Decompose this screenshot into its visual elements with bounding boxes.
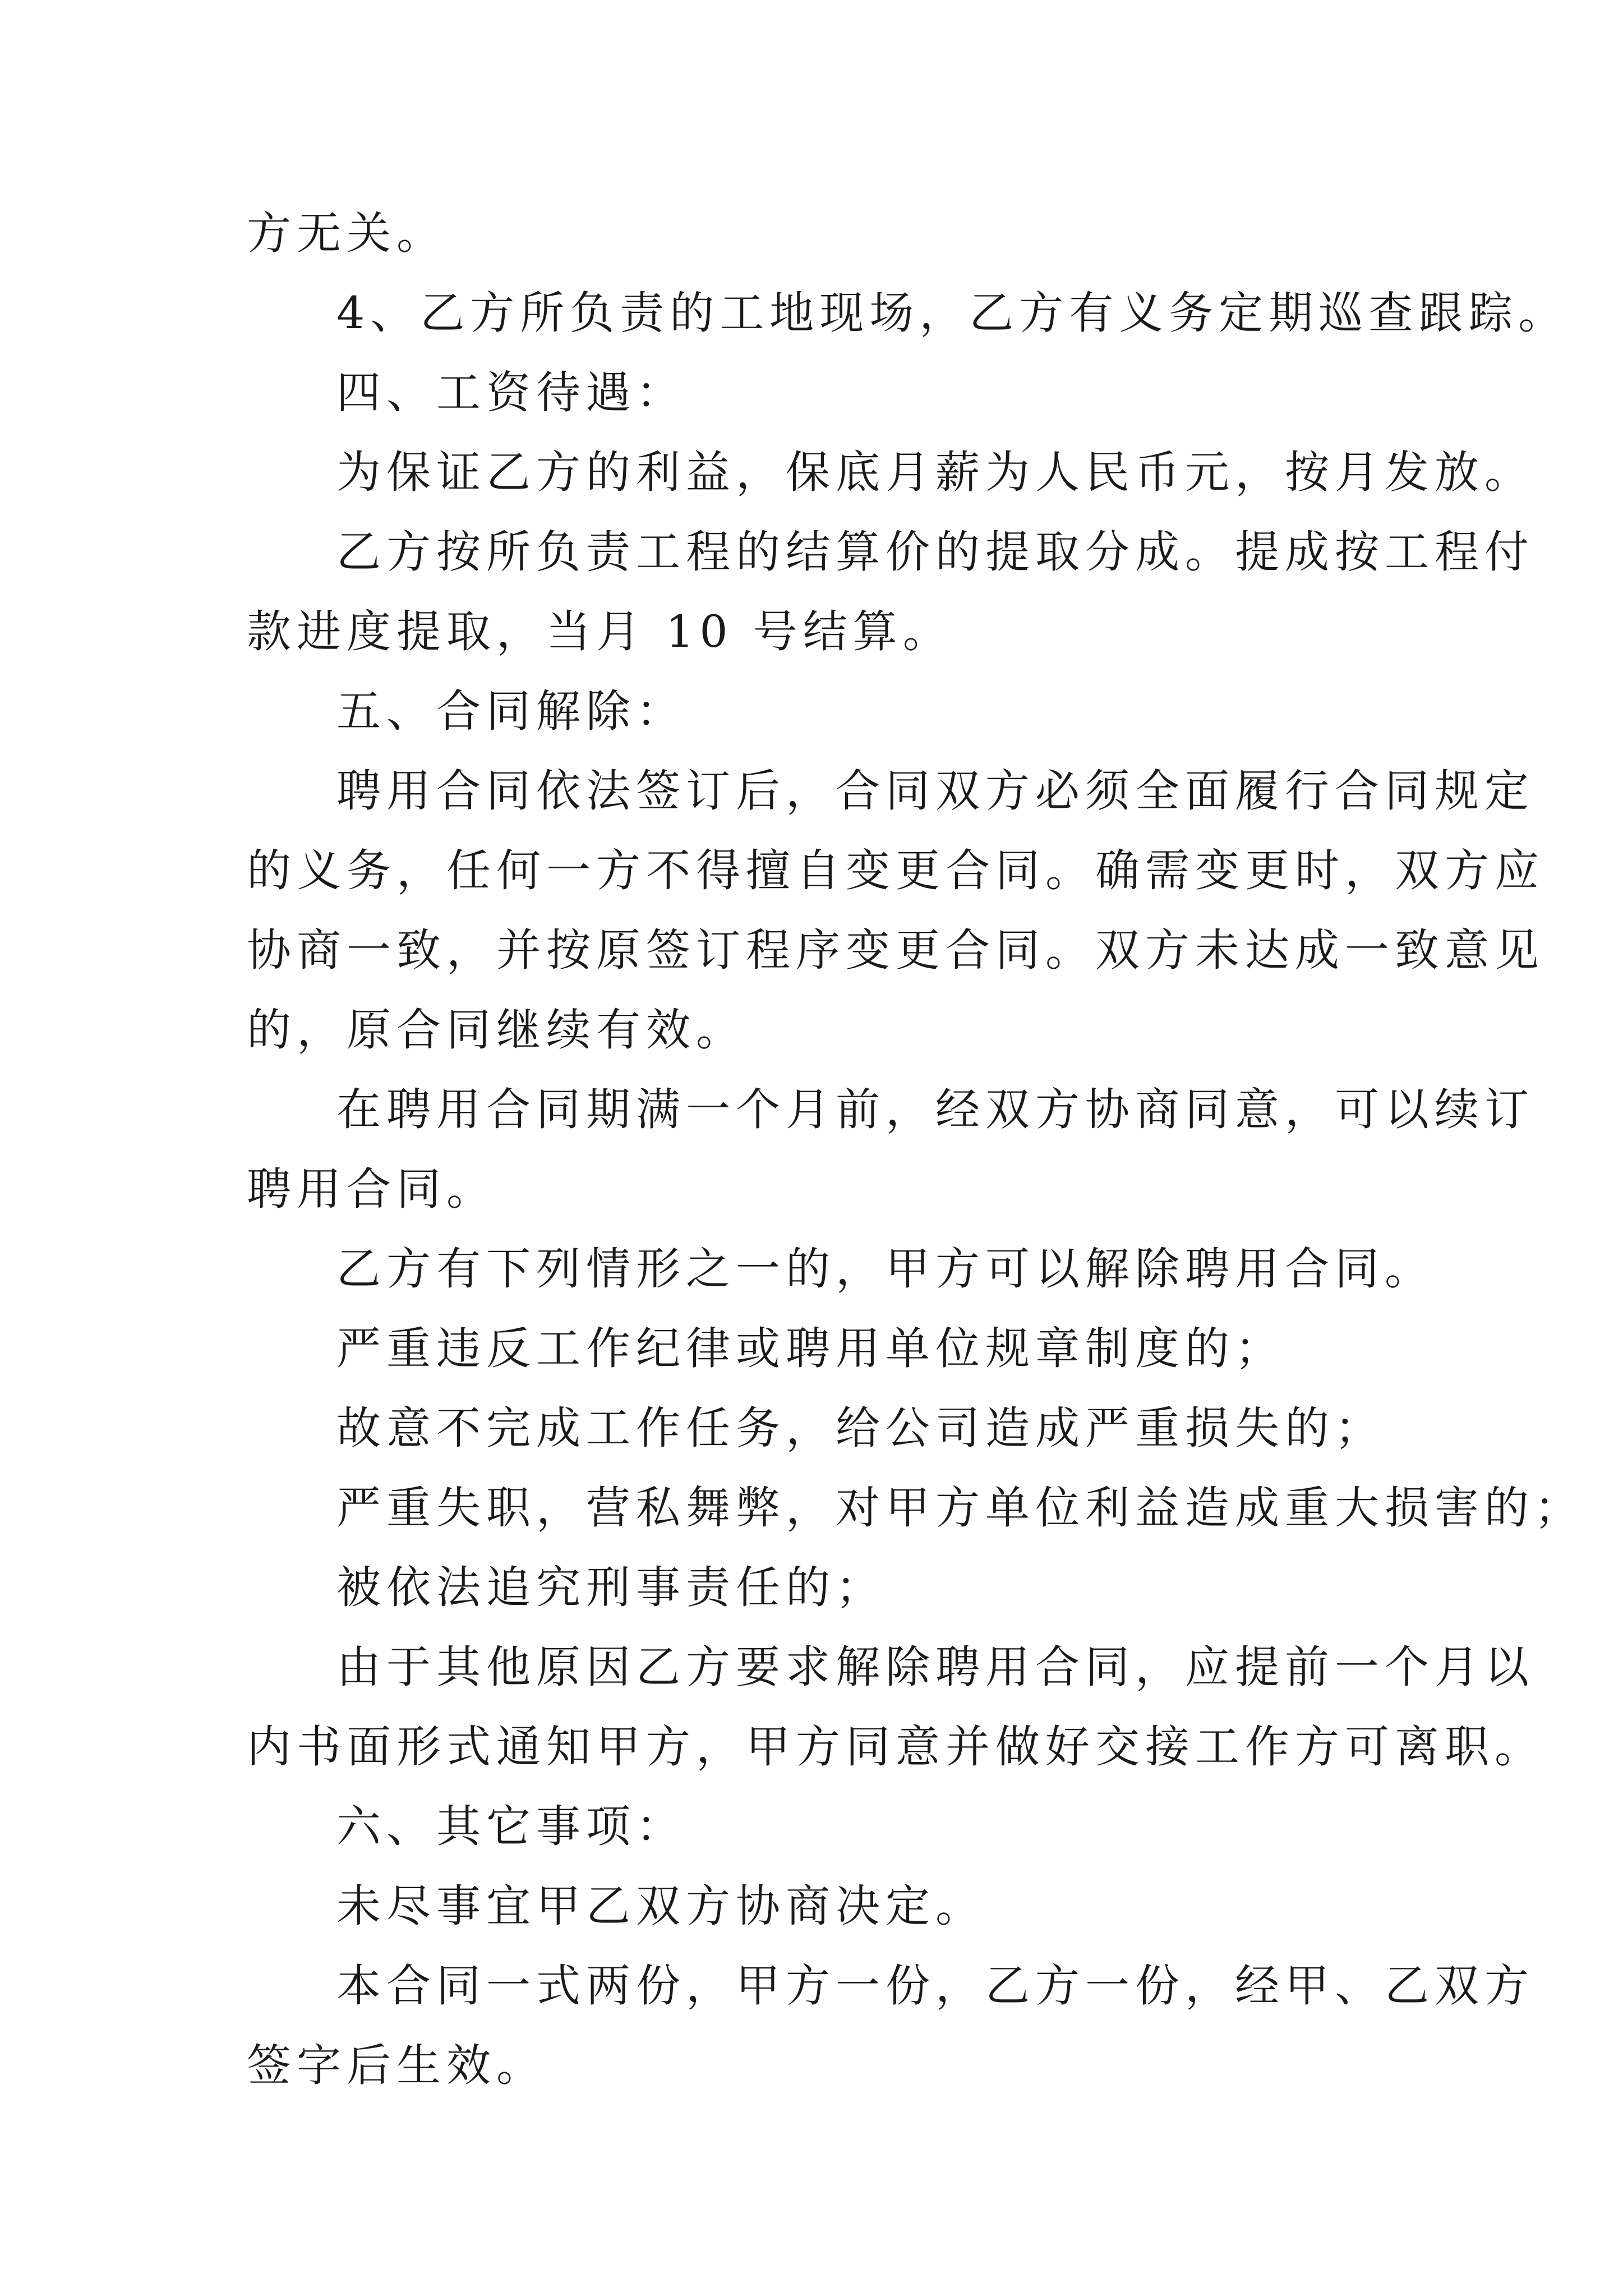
section-heading: 五、合同解除： <box>336 685 686 737</box>
text-line: 协商一致，并按原签订程序变更合同。双方未达成一致意见 <box>247 924 1544 976</box>
document-body <box>247 194 1584 2105</box>
section-heading: 六、其它事项： <box>336 1801 686 1852</box>
text-line: 签字后生效。 <box>247 2040 546 2091</box>
section-heading: 四、工资待遇： <box>336 367 686 418</box>
text-line: 乙方按所负责工程的结算价的提取分成。提成按工程付 <box>336 526 1534 578</box>
text-line: 故意不完成工作任务，给公司造成严重损失的； <box>336 1402 1385 1454</box>
text-line: 聘用合同依法签订后，合同双方必须全面履行合同规定 <box>336 765 1534 817</box>
text-line: 由于其他原因乙方要求解除聘用合同，应提前一个月以 <box>336 1641 1534 1693</box>
text-line: 严重违反工作纪律或聘用单位规章制度的； <box>336 1323 1285 1374</box>
text-line: 严重失职，营私舞弊，对甲方单位利益造成重大损害的； <box>336 1482 1584 1534</box>
text-line: 本合同一式两份，甲方一份，乙方一份，经甲、乙双方 <box>336 1960 1534 2012</box>
text-line: 被依法追究刑事责任的； <box>336 1562 886 1613</box>
text-line: 聘用合同。 <box>247 1163 496 1215</box>
text-line: 内书面形式通知甲方，甲方同意并做好交接工作方可离职。 <box>247 1721 1544 1773</box>
text-line: 为保证乙方的利益，保底月薪为人民币元，按月发放。 <box>336 447 1534 498</box>
text-line: 的义务，任何一方不得擅自变更合同。确需变更时，双方应 <box>247 845 1544 896</box>
text-line: 的，原合同继续有效。 <box>247 1004 746 1056</box>
text-line: 4、乙方所负责的工地现场，乙方有义务定期巡查跟踪。 <box>336 287 1569 339</box>
text-line: 在聘用合同期满一个月前，经双方协商同意，可以续订 <box>336 1084 1534 1135</box>
text-line: 未尽事宜甲乙双方协商决定。 <box>336 1880 985 1932</box>
text-line: 方无关。 <box>247 208 446 259</box>
text-line: 乙方有下列情形之一的，甲方可以解除聘用合同。 <box>336 1243 1435 1295</box>
text-line: 款进度提取，当月 10 号结算。 <box>247 606 953 657</box>
